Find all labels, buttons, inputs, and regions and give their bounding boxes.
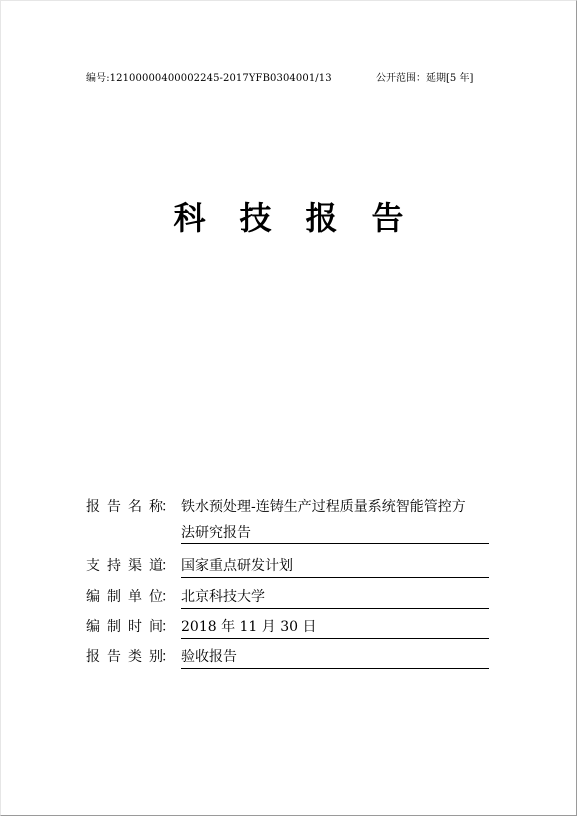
report-name-value [181,497,489,544]
report-name-line-2: 法研究报告 [181,523,489,544]
report-type-value: 验收报告 [181,647,489,669]
field-label: 报 告 名 称： [86,499,175,515]
report-name-line-1: 铁水预处理-连铸生产过程质量系统智能管控方 [181,499,466,515]
title-char: 报 [305,199,338,237]
document-title [0,193,577,239]
compiling-unit-value: 北京科技大学 [181,587,489,609]
disclosure-scope: 公开范围：延期[5 年] [376,73,474,84]
support-channel-value: 国家重点研发计划 [181,556,489,578]
field-label: 报 告 类 别： [86,649,175,665]
field-label: 支 持 渠 道： [86,558,175,574]
compiling-time-value: 2018 年 11 月 30 日 [181,617,489,639]
field-label: 编 制 单 位： [86,589,175,605]
title-char: 告 [371,199,404,237]
title-char: 科 [173,199,206,237]
title-char: 技 [239,199,272,237]
field-label: 编 制 时 间： [86,619,175,635]
serial-number: 编号:12100000400002245-2017YFB0304001/13 [86,73,332,84]
